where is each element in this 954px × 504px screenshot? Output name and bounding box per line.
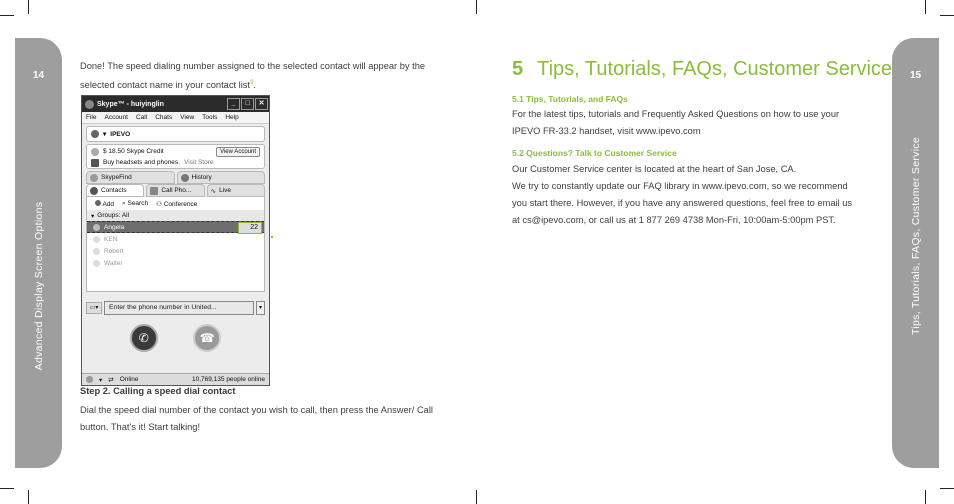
section-text-5-1 <box>512 106 872 140</box>
intro-paragraph <box>80 58 450 94</box>
tab-label: SkypeFind <box>101 174 132 181</box>
add-label: Add <box>102 200 115 208</box>
chevron-down-icon: ▾ <box>91 212 95 220</box>
skype-titlebar <box>82 96 269 112</box>
phone-icon: ✆ <box>138 331 149 345</box>
step-title: Step 2. Calling a speed dial contact <box>80 386 236 396</box>
call-buttons <box>82 318 269 358</box>
promo-row <box>87 157 264 168</box>
crop-mark <box>476 490 477 504</box>
view-account-button[interactable]: View Account <box>216 147 260 157</box>
skype-logo-icon <box>85 100 94 109</box>
window-title: Skype™ - huiyinglin <box>97 100 164 108</box>
conference-icon: ⚇ <box>156 200 162 208</box>
call-button[interactable] <box>130 324 158 352</box>
search-icon: ⌕ <box>122 199 126 207</box>
groups-label: Groups: All <box>97 212 130 219</box>
credit-text: $ 18.50 Skype Credit <box>103 148 164 155</box>
crop-mark <box>0 15 14 16</box>
contacts-toolbar <box>86 197 265 210</box>
crop-mark <box>0 488 14 489</box>
phone-pad-icon <box>150 187 158 195</box>
contact-row-walter[interactable] <box>87 257 264 269</box>
credit-icon <box>91 148 99 156</box>
text-line: We try to constantly update our FAQ library in www.ipevo.com, so we recommend <box>512 181 848 191</box>
search-label: Search <box>127 199 149 207</box>
menu-view[interactable]: View <box>180 114 195 121</box>
section-heading-5-1: 5.1 Tips, Tutorials, and FAQs <box>512 94 628 104</box>
side-label-right: Tips, Tutorials, FAQs, Customer Service <box>909 136 922 336</box>
tab-history[interactable] <box>177 171 266 184</box>
online-count: 10,769,135 people online <box>191 376 265 383</box>
tab-label: Live <box>219 187 232 194</box>
search-button[interactable] <box>122 200 148 208</box>
online-status: Online <box>119 376 139 383</box>
clock-icon <box>181 174 189 182</box>
crop-mark <box>28 0 29 14</box>
close-icon[interactable]: ✕ <box>255 98 268 110</box>
contact-status-icon <box>93 224 100 231</box>
speed-dial-number: 22 <box>238 222 262 234</box>
menu-call[interactable]: Call <box>135 114 148 121</box>
footnote-marker: 3 <box>250 80 254 86</box>
contacts-icon <box>90 187 98 195</box>
side-label-left: Advanced Display Screen Options <box>32 201 45 371</box>
chevron-down-icon[interactable]: ▾ <box>256 301 265 315</box>
tab-call-phones[interactable] <box>146 184 204 197</box>
tab-contacts[interactable] <box>86 184 144 197</box>
text-line: at cs@ipevo.com, or call us at 1 877 269 4738 Mon-Fri, 10:00am-5:00pm PST. <box>512 215 836 225</box>
contact-name: Robert <box>104 247 124 255</box>
swap-icon: ⇄ <box>108 376 114 384</box>
skypefind-icon <box>90 174 98 182</box>
contact-status-icon <box>93 260 100 267</box>
crop-mark <box>28 490 29 504</box>
user-panel <box>86 126 265 142</box>
call-bar <box>86 300 265 316</box>
menu-bar <box>82 112 269 124</box>
section-text-5-2 <box>512 161 872 229</box>
chapter-number: 5 <box>512 58 524 80</box>
contact-name: KEN <box>104 235 118 243</box>
chevron-down-icon: ▾ <box>103 131 107 138</box>
contact-name: Walter <box>104 259 123 267</box>
status-icon[interactable] <box>86 376 93 383</box>
crop-mark <box>476 0 477 14</box>
left-side-tab <box>15 38 62 468</box>
section-heading-5-2: 5.2 Questions? Talk to Customer Service <box>512 148 677 158</box>
contact-row-angela[interactable] <box>87 221 264 233</box>
chapter-title: Tips, Tutorials, FAQs, Customer Service <box>537 58 893 80</box>
skype-window <box>81 95 270 386</box>
menu-chats[interactable]: Chats <box>155 114 173 121</box>
main-tabs <box>86 184 265 197</box>
text-line: you start there. However, if you have any answered questions, feel free to email us <box>512 198 853 208</box>
maximize-icon[interactable]: □ <box>241 98 254 110</box>
contact-row-ken[interactable] <box>87 233 264 245</box>
tab-label: Call Pho... <box>161 187 192 194</box>
contact-row-robert[interactable] <box>87 245 264 257</box>
tab-skypefind[interactable] <box>86 171 175 184</box>
add-contact-icon <box>95 200 101 206</box>
add-button[interactable] <box>95 200 114 208</box>
contact-name: Angela <box>104 223 125 231</box>
hangup-button[interactable] <box>193 324 221 352</box>
chapter-heading <box>512 58 892 81</box>
tab-label: History <box>191 174 212 181</box>
menu-file[interactable]: File <box>86 114 97 121</box>
chevron-down-icon: ▾ <box>99 376 103 384</box>
menu-account[interactable]: Account <box>104 114 128 121</box>
tab-label: Contacts <box>101 187 127 194</box>
conference-label: Conference <box>163 200 198 208</box>
credit-panel <box>86 144 265 169</box>
footnote-pointer <box>271 236 273 238</box>
menu-help[interactable]: Help <box>225 114 239 121</box>
visit-store-link[interactable]: Visit Store <box>183 159 214 166</box>
headset-icon <box>91 159 99 167</box>
intro-text: Done! The speed dialing number assigned to the selected contact will appear by the selected contact name in your contact list <box>80 61 426 91</box>
intro-end: . <box>253 80 256 91</box>
contact-status-icon <box>93 248 100 255</box>
page-number-left: 14 <box>32 70 45 81</box>
text-line: For the latest tips, tutorials and Frequently Asked Questions on how to use your <box>512 109 840 119</box>
text-line: Our Customer Service center is located at the heart of San Jose, CA. <box>512 164 797 174</box>
conference-button[interactable] <box>156 200 197 208</box>
crop-mark <box>925 490 926 504</box>
right-side-tab <box>892 38 939 468</box>
contact-list <box>86 210 265 292</box>
step-text: Dial the speed dial number of the contact you wish to call, then press the Answer/ Call button. That’s it! Start talking! <box>80 405 433 432</box>
promo-text: Buy headsets and phones. <box>103 159 180 166</box>
user-name: IPEVO <box>110 130 131 138</box>
contact-status-icon <box>93 236 100 243</box>
country-flag-icon[interactable]: ▭▾ <box>86 302 102 314</box>
crop-mark <box>940 488 954 489</box>
credit-row <box>87 146 264 157</box>
user-row[interactable] <box>87 129 130 140</box>
status-icon <box>91 130 99 138</box>
crop-mark <box>940 15 954 16</box>
tab-live[interactable] <box>207 184 265 197</box>
status-bar <box>82 373 269 385</box>
minimize-icon[interactable]: _ <box>227 98 240 110</box>
crop-mark <box>925 0 926 14</box>
menu-tools[interactable]: Tools <box>202 114 218 121</box>
page-number-right: 15 <box>909 70 922 81</box>
groups-selector[interactable] <box>87 210 264 221</box>
text-line: IPEVO FR-33.2 handset, visit www.ipevo.com <box>512 126 701 136</box>
phone-number-input[interactable]: Enter the phone number in United... <box>104 301 254 315</box>
top-tabs <box>86 171 265 184</box>
hangup-icon: ☎ <box>199 331 215 345</box>
pulse-icon: ∿ <box>210 187 217 195</box>
